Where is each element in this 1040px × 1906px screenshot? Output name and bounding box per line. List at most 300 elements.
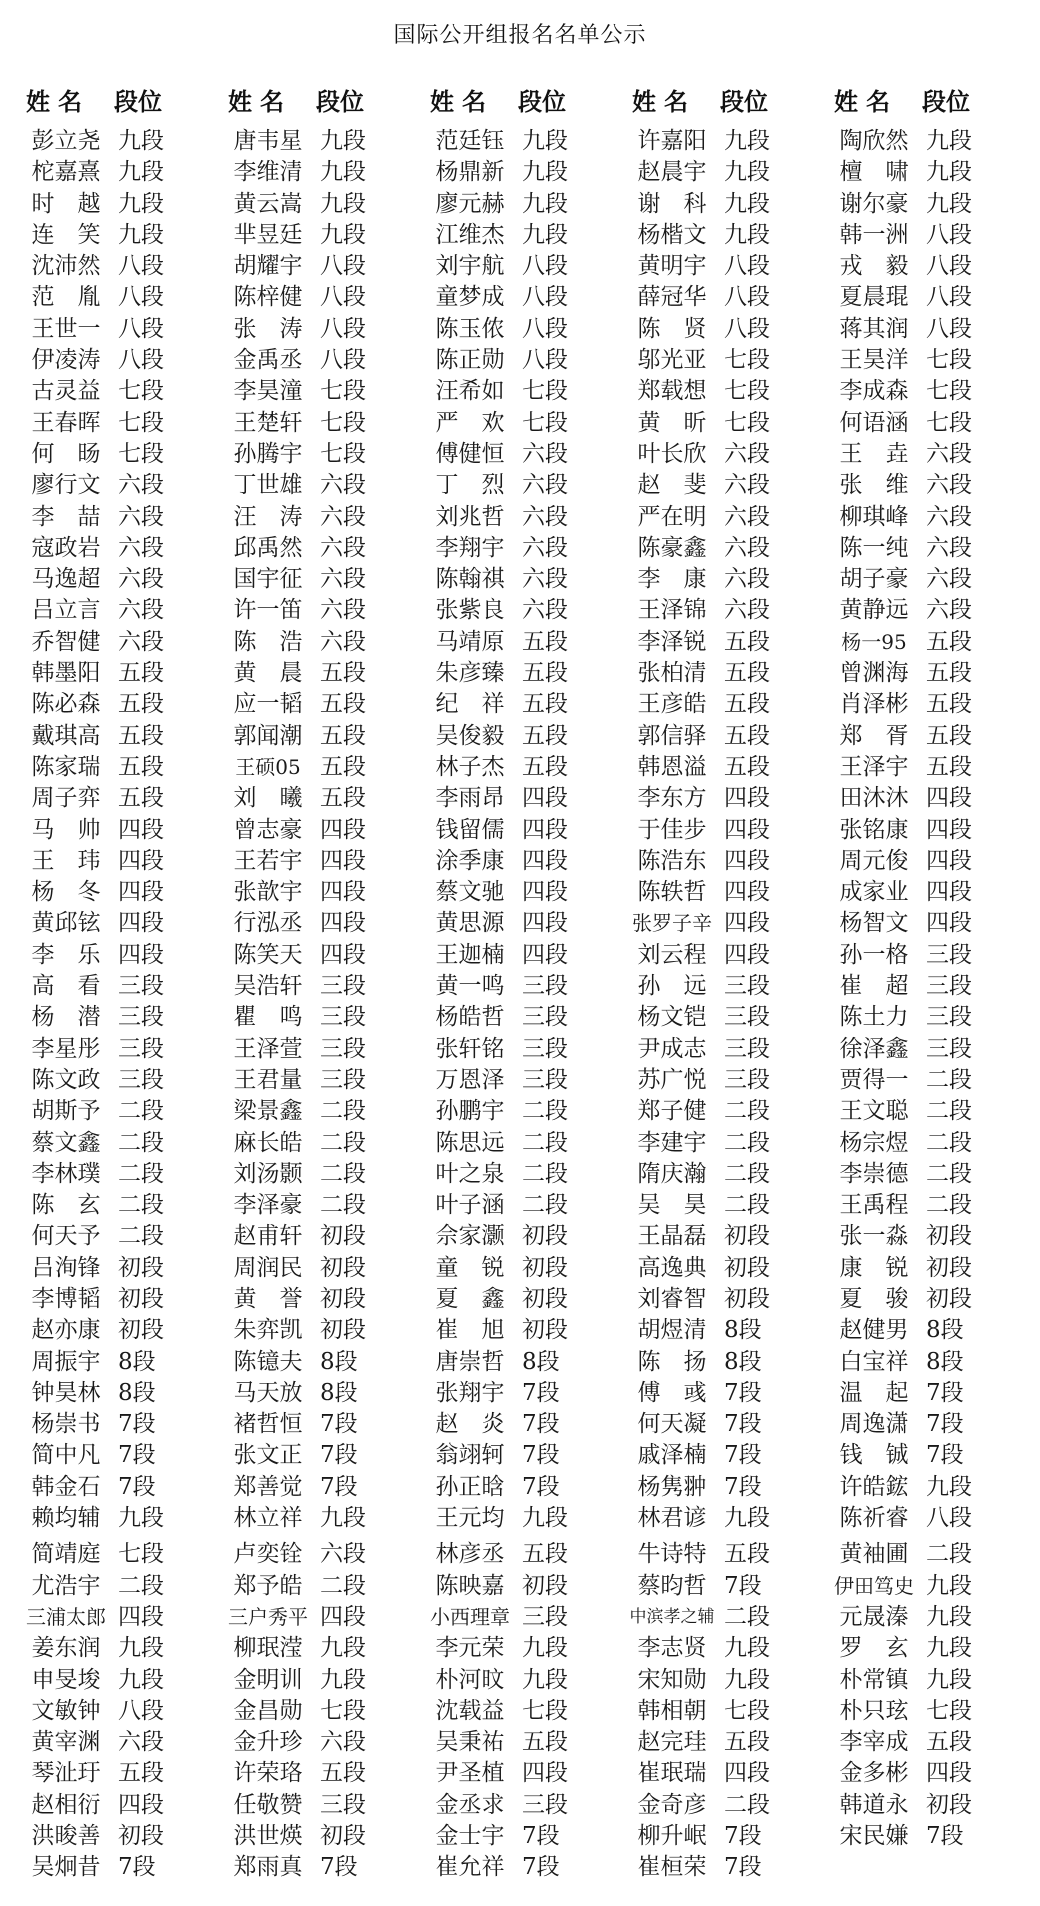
player-rank: 六段 (118, 503, 164, 530)
player-row (626, 971, 842, 1002)
player-rank: 四段 (522, 1760, 568, 1787)
player-row (222, 940, 438, 971)
player-rank: 八段 (522, 284, 568, 311)
player-row (20, 627, 236, 658)
player-name: 张紫良 (435, 597, 505, 624)
player-name: 陈豪鑫 (637, 534, 707, 561)
player-row (626, 1696, 842, 1727)
player-name: 吴浩轩 (233, 973, 303, 1000)
player-rank: 8段 (118, 1348, 156, 1375)
player-name: 柁嘉熹 (31, 159, 101, 186)
player-rank: 二段 (926, 1098, 972, 1125)
player-name: 薛冠华 (637, 284, 707, 311)
player-name: 朱弈凯 (233, 1317, 303, 1344)
player-rank: 九段 (320, 190, 366, 217)
player-rank: 六段 (320, 1729, 366, 1756)
player-name: 李元荣 (435, 1635, 505, 1662)
player-rank: 四段 (118, 879, 164, 906)
player-rank: 六段 (926, 534, 972, 561)
player-row (828, 376, 1040, 407)
player-rank: 六段 (118, 472, 164, 499)
player-name: 赵 斐 (637, 472, 707, 499)
player-row (222, 877, 438, 908)
player-rank: 7段 (724, 1379, 762, 1406)
player-name: 童 锐 (435, 1254, 505, 1281)
player-name: 丁世雄 (233, 472, 303, 499)
player-row (222, 721, 438, 752)
player-row (828, 1347, 1040, 1378)
player-name: 郑予皓 (233, 1572, 303, 1599)
player-name: 韩道永 (839, 1791, 909, 1818)
player-row (20, 1065, 236, 1096)
player-name: 王君量 (233, 1066, 303, 1093)
player-name: 戚泽楠 (637, 1442, 707, 1469)
player-rank: 三段 (522, 1791, 568, 1818)
player-row (20, 1758, 236, 1789)
player-row (20, 1002, 236, 1033)
player-rank: 六段 (320, 534, 366, 561)
player-rank: 初段 (926, 1254, 972, 1281)
player-name: 胡煜清 (637, 1317, 707, 1344)
player-name: 陈梓健 (233, 284, 303, 311)
player-row (424, 502, 640, 533)
player-name: 杨隽翀 (637, 1473, 707, 1500)
player-row (20, 439, 236, 470)
player-rank: 四段 (522, 785, 568, 812)
player-rank: 九段 (724, 221, 770, 248)
player-row (20, 1790, 236, 1821)
player-rank: 七段 (118, 378, 164, 405)
player-rank: 五段 (926, 628, 972, 655)
player-rank: 七段 (724, 347, 770, 374)
player-name: 李 乐 (31, 941, 101, 968)
player-name: 周子弈 (31, 785, 101, 812)
player-name: 陶欣然 (839, 128, 909, 154)
player-row (424, 971, 640, 1002)
player-rank: 四段 (926, 816, 972, 843)
player-rank: 九段 (724, 1635, 770, 1662)
player-rank: 7段 (724, 1572, 762, 1599)
player-rank: 初段 (522, 1317, 568, 1344)
player-rank: 三段 (118, 1066, 164, 1093)
player-row (626, 783, 842, 814)
player-name: 郑子健 (637, 1098, 707, 1125)
player-row (424, 1378, 640, 1409)
player-name: 三浦太郎 (26, 1604, 106, 1629)
column-header (626, 82, 842, 116)
player-rank: 九段 (926, 1572, 972, 1599)
player-row (828, 1284, 1040, 1315)
player-name: 夏 鑫 (435, 1285, 505, 1312)
player-rank: 五段 (926, 691, 972, 718)
player-name: 吴秉祐 (435, 1729, 505, 1756)
player-name: 伊凌涛 (31, 347, 101, 374)
player-rank: 五段 (724, 660, 770, 687)
player-name: 吕立言 (31, 597, 101, 624)
player-row (20, 1409, 236, 1440)
player-row (626, 1221, 842, 1252)
player-row (222, 1503, 438, 1534)
player-rank: 九段 (724, 1666, 770, 1693)
player-rank: 九段 (118, 221, 164, 248)
player-name: 黄静远 (839, 597, 909, 624)
player-name: 邬光亚 (637, 347, 707, 374)
player-rank: 九段 (522, 1635, 568, 1662)
player-name: 元晟溱 (839, 1603, 909, 1630)
player-row (222, 564, 438, 595)
player-row (222, 1633, 438, 1664)
player-row (626, 1315, 842, 1346)
player-rank: 三段 (522, 973, 568, 1000)
player-row (828, 1503, 1040, 1534)
player-row (424, 282, 640, 313)
player-rank: 九段 (926, 190, 972, 217)
player-row (20, 189, 236, 220)
player-rank: 五段 (118, 753, 164, 780)
player-rank: 7段 (118, 1442, 156, 1469)
player-row (828, 877, 1040, 908)
player-rank: 五段 (118, 691, 164, 718)
player-row (222, 658, 438, 689)
player-row (424, 251, 640, 282)
player-name: 隋庆瀚 (637, 1160, 707, 1187)
player-name: 杨一95 (841, 629, 907, 654)
player-name: 金明训 (233, 1666, 303, 1693)
player-rank: 九段 (522, 1505, 568, 1532)
player-name: 贾得一 (839, 1066, 909, 1093)
player-name: 张一淼 (839, 1223, 909, 1250)
player-row (424, 1065, 640, 1096)
player-row (20, 1665, 236, 1696)
player-name: 何天予 (31, 1223, 101, 1250)
player-row (626, 752, 842, 783)
player-name: 林立祥 (233, 1505, 303, 1532)
player-rank: 七段 (724, 409, 770, 436)
player-rank: 五段 (320, 1760, 366, 1787)
player-row (828, 595, 1040, 626)
player-rank: 二段 (320, 1192, 366, 1219)
player-name: 李志贤 (637, 1635, 707, 1662)
player-row (626, 1034, 842, 1065)
player-rank: 五段 (926, 660, 972, 687)
player-row (222, 408, 438, 439)
player-name: 寇政岩 (31, 534, 101, 561)
player-row (828, 314, 1040, 345)
player-name: 柳珉滢 (233, 1635, 303, 1662)
player-row (20, 1503, 236, 1534)
player-rank: 8段 (724, 1348, 762, 1375)
player-name: 周逸潇 (839, 1411, 909, 1438)
player-row (828, 846, 1040, 877)
player-rank: 七段 (118, 409, 164, 436)
player-rank: 8段 (320, 1379, 358, 1406)
player-rank: 八段 (118, 1697, 164, 1724)
player-name: 陈祈睿 (839, 1505, 909, 1532)
player-row (222, 439, 438, 470)
player-row (222, 1409, 438, 1440)
player-rank: 五段 (926, 753, 972, 780)
player-row (828, 908, 1040, 939)
player-name: 杨崇书 (31, 1411, 101, 1438)
player-name: 李星彤 (31, 1035, 101, 1062)
player-row (222, 533, 438, 564)
player-row (222, 189, 438, 220)
player-name: 韩一洲 (839, 221, 909, 248)
player-rank: 九段 (926, 1666, 972, 1693)
player-name: 张铭康 (839, 816, 909, 843)
player-row (222, 971, 438, 1002)
player-row (424, 1315, 640, 1346)
player-rank: 五段 (522, 628, 568, 655)
player-name: 江维杰 (435, 221, 505, 248)
player-row (424, 1696, 640, 1727)
player-rank: 初段 (320, 1285, 366, 1312)
player-name: 崔允祥 (435, 1854, 505, 1881)
player-rank: 二段 (118, 1192, 164, 1219)
player-rank: 四段 (724, 879, 770, 906)
player-row (424, 627, 640, 658)
player-name: 连 笑 (31, 221, 101, 248)
player-row (626, 1440, 842, 1471)
player-name: 金奇彦 (637, 1791, 707, 1818)
player-rank: 8段 (320, 1348, 358, 1375)
player-name: 乔智健 (31, 628, 101, 655)
player-row (222, 251, 438, 282)
player-rank: 五段 (320, 691, 366, 718)
player-name: 王禹程 (839, 1192, 909, 1219)
player-name: 黄云嵩 (233, 190, 303, 217)
player-rank: 二段 (320, 1098, 366, 1125)
player-rank: 六段 (724, 566, 770, 593)
player-name: 牛诗特 (637, 1541, 707, 1568)
player-row (20, 251, 236, 282)
player-name: 杨楷文 (637, 221, 707, 248)
player-row (222, 908, 438, 939)
player-rank: 五段 (522, 660, 568, 687)
player-row (828, 721, 1040, 752)
player-row (828, 1758, 1040, 1789)
player-row (222, 1571, 438, 1602)
player-row (20, 126, 236, 157)
player-row (626, 908, 842, 939)
player-rank: 五段 (320, 785, 366, 812)
player-row (828, 189, 1040, 220)
player-rank: 八段 (320, 347, 366, 374)
player-row (222, 627, 438, 658)
player-row (222, 815, 438, 846)
player-name: 孙一格 (839, 941, 909, 968)
player-name: 杨 潜 (31, 1004, 101, 1031)
player-row (20, 1571, 236, 1602)
player-name: 李泽豪 (233, 1192, 303, 1219)
player-name: 何天凝 (637, 1411, 707, 1438)
player-name: 陈 玄 (31, 1192, 101, 1219)
player-name: 叶子涵 (435, 1192, 505, 1219)
player-row (20, 658, 236, 689)
player-name: 肖泽彬 (839, 691, 909, 718)
player-rank: 六段 (522, 440, 568, 467)
player-row (424, 1727, 640, 1758)
player-row (424, 1472, 640, 1503)
player-name: 赵相衍 (31, 1791, 101, 1818)
player-rank: 二段 (724, 1791, 770, 1818)
player-name: 徐泽鑫 (839, 1035, 909, 1062)
player-name: 郭信驿 (637, 722, 707, 749)
player-row (20, 1315, 236, 1346)
player-row (626, 1096, 842, 1127)
player-name: 钟昊林 (31, 1379, 101, 1406)
player-name: 马 帅 (31, 816, 101, 843)
player-name: 周润民 (233, 1254, 303, 1281)
player-row (828, 627, 1040, 658)
player-name: 吴炯昔 (31, 1854, 101, 1881)
player-row (828, 1539, 1040, 1570)
player-name: 小西理章 (430, 1604, 510, 1629)
player-row (424, 376, 640, 407)
header-name-label: 姓名 (430, 88, 494, 116)
player-rank: 八段 (522, 253, 568, 280)
player-rank: 五段 (724, 1729, 770, 1756)
player-rank: 三段 (926, 941, 972, 968)
player-name: 夏 骏 (839, 1285, 909, 1312)
player-name: 卢奕铨 (233, 1541, 303, 1568)
player-rank: 四段 (522, 847, 568, 874)
player-row (222, 1539, 438, 1570)
player-rank: 三段 (522, 1004, 568, 1031)
player-row (222, 1696, 438, 1727)
player-row (626, 721, 842, 752)
player-rank: 七段 (926, 1697, 972, 1724)
player-rank: 初段 (118, 1317, 164, 1344)
player-rank: 四段 (724, 847, 770, 874)
player-row (828, 752, 1040, 783)
player-row (222, 1128, 438, 1159)
player-rank: 7段 (118, 1411, 156, 1438)
player-name: 陈 扬 (637, 1348, 707, 1375)
player-name: 陈正勋 (435, 347, 505, 374)
player-name: 廖元赫 (435, 190, 505, 217)
player-name: 王泽宇 (839, 753, 909, 780)
player-name: 李 康 (637, 566, 707, 593)
player-rank: 五段 (522, 1541, 568, 1568)
player-name: 刘汤颢 (233, 1160, 303, 1187)
player-name: 彭立尧 (31, 128, 101, 154)
player-name: 钱 铖 (839, 1442, 909, 1469)
player-name: 金升珍 (233, 1729, 303, 1756)
player-rank: 八段 (522, 315, 568, 342)
player-rank: 7段 (320, 1442, 358, 1469)
player-name: 胡耀宇 (233, 253, 303, 280)
player-row (626, 1253, 842, 1284)
player-name: 柳琪峰 (839, 503, 909, 530)
player-name: 赖均辅 (31, 1505, 101, 1532)
player-rank: 初段 (522, 1285, 568, 1312)
player-name: 林子杰 (435, 753, 505, 780)
player-row (626, 220, 842, 251)
player-row (828, 502, 1040, 533)
player-row (828, 1633, 1040, 1664)
player-name: 陈镱夫 (233, 1348, 303, 1375)
player-name: 任敬赞 (233, 1791, 303, 1818)
player-rank: 九段 (724, 128, 770, 154)
player-name: 朴常镇 (839, 1666, 909, 1693)
player-name: 陈 贤 (637, 315, 707, 342)
player-row (222, 1065, 438, 1096)
player-row (424, 783, 640, 814)
player-rank: 八段 (320, 253, 366, 280)
player-name: 汪 涛 (233, 503, 303, 530)
player-rank: 八段 (118, 284, 164, 311)
player-row (626, 1503, 842, 1534)
player-rank: 初段 (522, 1254, 568, 1281)
player-row (626, 314, 842, 345)
player-rank: 六段 (926, 597, 972, 624)
player-rank: 六段 (926, 472, 972, 499)
player-row (222, 846, 438, 877)
player-row (222, 1440, 438, 1471)
player-name: 杨皓哲 (435, 1004, 505, 1031)
player-rank: 八段 (926, 284, 972, 311)
player-rank: 初段 (522, 1572, 568, 1599)
player-row (20, 1539, 236, 1570)
player-row (828, 783, 1040, 814)
player-row (424, 689, 640, 720)
player-rank: 二段 (926, 1541, 972, 1568)
player-row (222, 502, 438, 533)
player-row (626, 1284, 842, 1315)
player-rank: 六段 (320, 503, 366, 530)
player-row (20, 1633, 236, 1664)
player-row (828, 1221, 1040, 1252)
player-row (828, 1253, 1040, 1284)
name-list-column (424, 82, 626, 1902)
player-name: 夏晨琨 (839, 284, 909, 311)
player-name: 李崇德 (839, 1160, 909, 1187)
header-rank-label: 段位 (518, 88, 566, 116)
player-rank: 七段 (320, 409, 366, 436)
player-name: 曾渊海 (839, 660, 909, 687)
player-rank: 三段 (118, 1004, 164, 1031)
player-row (222, 282, 438, 313)
player-rank: 五段 (118, 660, 164, 687)
player-row (222, 1727, 438, 1758)
player-name: 杨鼎新 (435, 159, 505, 186)
player-rank: 四段 (118, 847, 164, 874)
player-row (20, 595, 236, 626)
player-rank: 九段 (320, 221, 366, 248)
player-row (828, 251, 1040, 282)
player-name: 李泽锐 (637, 628, 707, 655)
player-rank: 三段 (320, 1004, 366, 1031)
player-rank: 初段 (320, 1317, 366, 1344)
player-rank: 九段 (320, 128, 366, 154)
player-rank: 四段 (926, 910, 972, 937)
player-row (20, 502, 236, 533)
player-name: 李维清 (233, 159, 303, 186)
player-row (222, 689, 438, 720)
player-row (222, 1665, 438, 1696)
player-rank: 五段 (724, 1541, 770, 1568)
player-rank: 六段 (724, 503, 770, 530)
player-row (424, 1002, 640, 1033)
header-rank-label: 段位 (316, 88, 364, 116)
player-name: 严在明 (637, 503, 707, 530)
player-name: 于佳步 (637, 816, 707, 843)
player-row (626, 189, 842, 220)
player-row (828, 1002, 1040, 1033)
player-row (424, 1190, 640, 1221)
player-rank: 二段 (118, 1098, 164, 1125)
